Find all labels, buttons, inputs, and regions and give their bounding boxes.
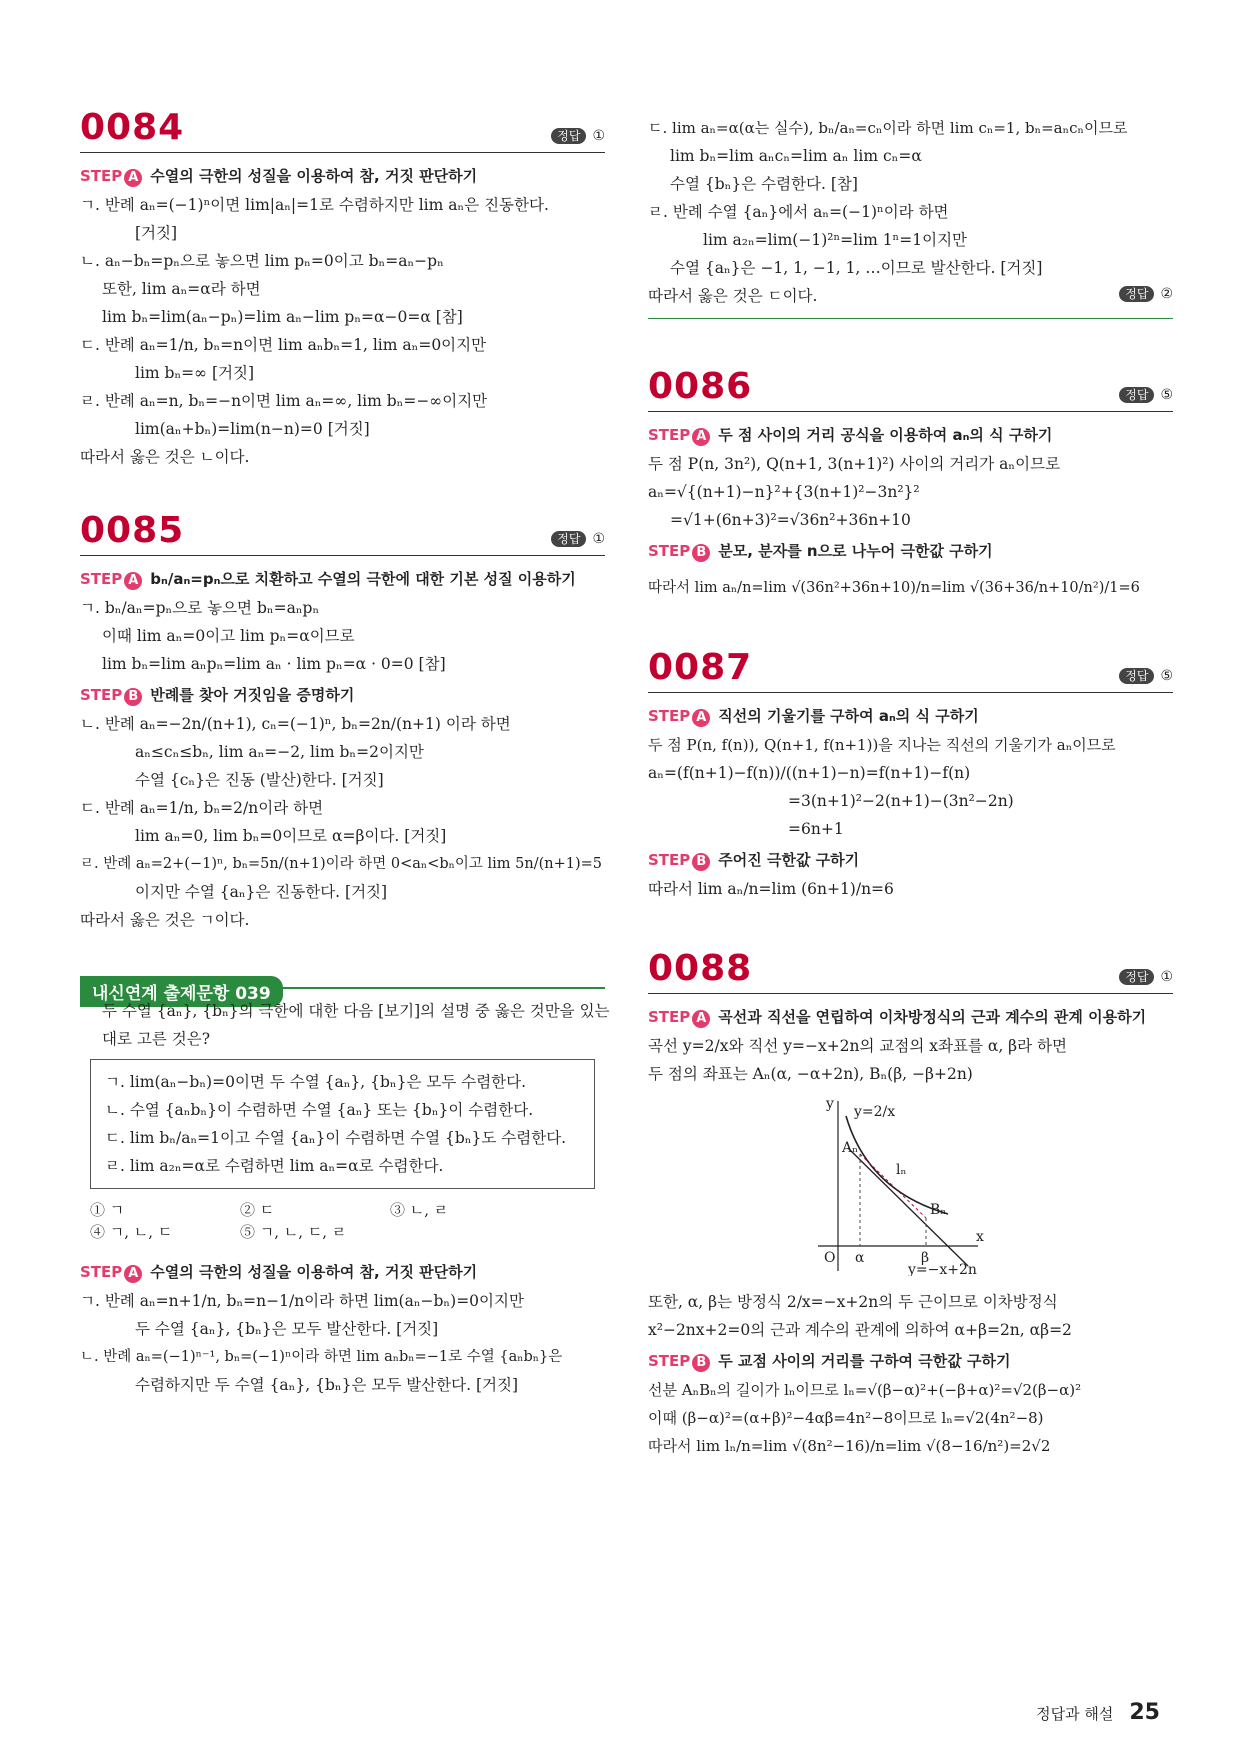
answer-tag: 정답: [1119, 387, 1154, 403]
solution-line: ㄹ. 반례 aₙ=2+(−1)ⁿ, bₙ=5n/(n+1)이라 하면 0<aₙ<bₙ이고 lim 5n/(n+1)=5: [80, 856, 603, 872]
curve-label: y=2/x: [854, 1104, 896, 1120]
example-box: [90, 1059, 595, 1189]
intersection-graph: [808, 1096, 988, 1276]
solution-line: lim bₙ=∞ [거짓]: [135, 364, 255, 382]
step-text: 반례를 찾아 거짓임을 증명하기: [150, 686, 355, 704]
answer-tag: 정답: [551, 128, 586, 144]
answer-badge: [551, 127, 605, 144]
solution-line: ㄴ. 반례 aₙ=−2n/(n+1), cₙ=(−1)ⁿ, bₙ=2n/(n+1) 이라 하면: [80, 715, 511, 733]
origin-label: O: [824, 1250, 836, 1266]
solution-line: lim bₙ=lim(aₙ−pₙ)=lim aₙ−lim pₙ=α−0=α [참]: [102, 308, 463, 326]
solution-line: aₙ≤cₙ≤bₙ, lim aₙ=−2, lim bₙ=2이지만: [135, 743, 424, 761]
segment-l: [860, 1154, 926, 1218]
solution-line: 수열 {cₙ}은 진동 (발산)한다. [거짓]: [135, 771, 384, 789]
footer-label: 정답과 해설: [1036, 1705, 1114, 1723]
step-b-heading: STEP B 반례를 찾아 거짓임을 증명하기: [80, 686, 355, 704]
problem-number: 0085: [80, 510, 185, 551]
answer-badge: [1119, 282, 1173, 306]
choice-2: ② ㄷ: [240, 1201, 275, 1219]
solution-line: ㄷ. 반례 aₙ=1/n, bₙ=n이면 lim aₙbₙ=1, lim aₙ=0이지만: [80, 336, 487, 354]
solution-line: aₙ=(f(n+1)−f(n))/((n+1)−n)=f(n+1)−f(n): [648, 764, 971, 782]
solution-line: lim bₙ=lim aₙcₙ=lim aₙ lim cₙ=α: [670, 147, 922, 165]
line: [848, 1148, 968, 1266]
solution-line: ㄹ. 반례 aₙ=n, bₙ=−n이면 lim aₙ=∞, lim bₙ=−∞이지만: [80, 392, 488, 410]
solution-line: ㄱ. 반례 aₙ=n+1/n, bₙ=n−1/n이라 하면 lim(aₙ−bₙ)=0이지만: [80, 1292, 524, 1310]
solution-line: ㄱ. 반례 aₙ=(−1)ⁿ이면 lim|aₙ|=1로 수렴하지만 lim aₙ은 진동한다.: [80, 196, 549, 214]
choice-1: ① ㄱ: [90, 1201, 125, 1219]
right-column: [648, 112, 1173, 1462]
solution-line: ㄷ. 반례 aₙ=1/n, bₙ=2/n이라 하면: [80, 799, 324, 817]
solution-line: 이지만 수열 {aₙ}은 진동한다. [거짓]: [135, 883, 388, 901]
solution-line: =√1+(6n+3)²=√36n²+36n+10: [670, 511, 911, 529]
answer-badge: [1119, 386, 1173, 403]
solution-line: 선분 AₙBₙ의 길이가 lₙ이므로 lₙ=√(β−α)²+(−β+α)²=√2(β−α)²: [648, 1381, 1082, 1399]
answer-value: ①: [592, 531, 605, 547]
problem-number: 0087: [648, 647, 753, 688]
linked-banner: 내신연계 출제문항 039: [80, 976, 283, 1007]
answer-value: ①: [1160, 969, 1173, 985]
linked-problem: [80, 976, 610, 1397]
step-text: 수열의 극한의 성질을 이용하여 참, 거짓 판단하기: [150, 167, 478, 185]
beta-label: β: [921, 1250, 930, 1266]
step-text: 주어진 극한값 구하기: [718, 851, 860, 869]
solution-line: lim a₂ₙ=lim(−1)²ⁿ=lim 1ⁿ=1이지만: [703, 231, 968, 249]
solution-line: 따라서 lim lₙ/n=lim √(8n²−16)/n=lim √(8−16/n²)=2√2: [648, 1437, 1051, 1455]
step-text: 수열의 극한의 성질을 이용하여 참, 거짓 판단하기: [150, 1263, 478, 1281]
solution-line: [거짓]: [135, 224, 178, 242]
step-text: 곡선과 직선을 연립하여 이차방정식의 근과 계수의 관계 이용하기: [718, 1008, 1147, 1026]
step-a-heading: STEP A 직선의 기울기를 구하여 aₙ의 식 구하기: [648, 707, 979, 725]
answer-value: ⑤: [1160, 387, 1173, 403]
box-item: ㄴ. 수열 {aₙbₙ}이 수렴하면 수열 {aₙ} 또는 {bₙ}이 수렴한다.: [105, 1101, 534, 1119]
solution-line: lim bₙ=lim aₙpₙ=lim aₙ · lim pₙ=α · 0=0 [참]: [102, 655, 446, 673]
solution-line: 곡선 y=2/x와 직선 y=−x+2n의 교점의 x좌표를 α, β라 하면: [648, 1037, 1067, 1055]
section-divider: [648, 318, 1173, 319]
answer-tag: 정답: [1119, 969, 1154, 985]
problem-header-0084: [80, 100, 605, 153]
answer-badge: [1119, 968, 1173, 985]
solution-line: 따라서 lim aₙ/n=lim (6n+1)/n=6: [648, 880, 894, 898]
y-label: y: [826, 1096, 834, 1112]
step-a-heading: STEP A 곡선과 직선을 연립하여 이차방정식의 근과 계수의 관계 이용하기: [648, 1008, 1147, 1026]
solution-line: ㄴ. aₙ−bₙ=pₙ으로 놓으면 lim pₙ=0이고 bₙ=aₙ−pₙ: [80, 252, 444, 270]
problem-number: 0086: [648, 366, 753, 407]
solution-line: =6n+1: [788, 820, 844, 838]
answer-value: ②: [1160, 286, 1173, 302]
alpha-label: α: [855, 1250, 865, 1266]
box-item: ㄱ. lim(aₙ−bₙ)=0이면 두 수열 {aₙ}, {bₙ}은 모두 수렴한다.: [105, 1073, 527, 1091]
answer-badge: [551, 530, 605, 547]
banner-rule: [270, 987, 605, 989]
step-a-heading: STEP A bₙ/aₙ=pₙ으로 치환하고 수열의 극한에 대한 기본 성질 이용하기: [80, 570, 576, 588]
answer-tag: 정답: [551, 531, 586, 547]
step-a-heading: STEP A 수열의 극한의 성질을 이용하여 참, 거짓 판단하기: [80, 1263, 478, 1281]
step-text: bₙ/aₙ=pₙ으로 치환하고 수열의 극한에 대한 기본 성질 이용하기: [150, 570, 576, 588]
solution-line: 수렴하지만 두 수열 {aₙ}, {bₙ}은 모두 발산한다. [거짓]: [135, 1376, 518, 1394]
step-text: 두 점 사이의 거리 공식을 이용하여 aₙ의 식 구하기: [718, 426, 1053, 444]
step-text: 직선의 기울기를 구하여 aₙ의 식 구하기: [718, 707, 979, 725]
solution-line: aₙ=√{(n+1)−n}²+{3(n+1)²−3n²}²: [648, 483, 920, 501]
solution-line: lim aₙ=0, lim bₙ=0이므로 α=β이다. [거짓]: [135, 827, 447, 845]
choice-5: ⑤ ㄱ, ㄴ, ㄷ, ㄹ: [240, 1223, 347, 1241]
solution-line: 두 점의 좌표는 Aₙ(α, −α+2n), Bₙ(β, −β+2n): [648, 1065, 973, 1083]
choice-4: ④ ㄱ, ㄴ, ㄷ: [90, 1223, 173, 1241]
box-item: ㄹ. lim a₂ₙ=α로 수렴하면 lim aₙ=α로 수렴한다.: [105, 1157, 444, 1175]
solution-line: 이때 (β−α)²=(α+β)²−4αβ=4n²−8이므로 lₙ=√2(4n²−8): [648, 1409, 1044, 1427]
question-line: 두 수열 {aₙ}, {bₙ}의 극한에 대한 다음 [보기]의 설명 중 옳은 것만을 있는: [102, 1002, 610, 1020]
problem-header-0086: [648, 359, 1173, 412]
x-label: x: [976, 1229, 984, 1245]
answer-value: ⑤: [1160, 668, 1173, 684]
answer-tag: 정답: [1119, 286, 1154, 302]
step-text: 두 교점 사이의 거리를 구하여 극한값 구하기: [718, 1352, 1011, 1370]
segment-label: lₙ: [896, 1162, 907, 1178]
solution-line: 수열 {aₙ}은 −1, 1, −1, 1, …이므로 발산한다. [거짓]: [670, 259, 1043, 277]
solution-line: 두 수열 {aₙ}, {bₙ}은 모두 발산한다. [거짓]: [135, 1320, 439, 1338]
solution-line: 따라서 lim aₙ/n=lim √(36n²+36n+10)/n=lim √(36+36/n+10/n²)/1=6: [648, 580, 1140, 596]
solution-line: ㄱ. bₙ/aₙ=pₙ으로 놓으면 bₙ=aₙpₙ: [80, 599, 320, 617]
step-a-heading: STEP A 두 점 사이의 거리 공식을 이용하여 aₙ의 식 구하기: [648, 426, 1053, 444]
problem-header-0088: [648, 941, 1173, 994]
conclusion-line: [648, 284, 1173, 308]
conclusion-line: 따라서 옳은 것은 ㄱ이다.: [80, 911, 250, 929]
solution-line: ㄷ. lim aₙ=α(α는 실수), bₙ/aₙ=cₙ이라 하면 lim cₙ=1, bₙ=aₙcₙ이므로: [648, 119, 1128, 137]
question-line: 대로 고른 것은?: [102, 1030, 211, 1048]
answer-choices: [90, 1199, 595, 1243]
conclusion-line: 따라서 옳은 것은 ㄴ이다.: [80, 448, 250, 466]
answer-value: ①: [592, 128, 605, 144]
solution-line: ㄴ. 반례 aₙ=(−1)ⁿ⁻¹, bₙ=(−1)ⁿ이라 하면 lim aₙbₙ=−1로 수열 {aₙbₙ}은: [80, 1349, 563, 1365]
left-column: [80, 100, 610, 1401]
answer-tag: 정답: [1119, 668, 1154, 684]
step-b-heading: STEP B 두 교점 사이의 거리를 구하여 극한값 구하기: [648, 1352, 1011, 1370]
box-item: ㄷ. lim bₙ/aₙ=1이고 수열 {aₙ}이 수렴하면 수열 {bₙ}도 수렴한다.: [105, 1129, 567, 1147]
solution-line: 두 점 P(n, 3n²), Q(n+1, 3(n+1)²) 사이의 거리가 aₙ이므로: [648, 455, 1061, 473]
solution-line: 두 점 P(n, f(n)), Q(n+1, f(n+1))을 지나는 직선의 기울기가 aₙ이므로: [648, 736, 1116, 754]
solution-line: x²−2nx+2=0의 근과 계수의 관계에 의하여 α+β=2n, αβ=2: [648, 1321, 1072, 1339]
answer-badge: [1119, 667, 1173, 684]
step-text: 분모, 분자를 n으로 나누어 극한값 구하기: [718, 542, 993, 560]
problem-number: 0084: [80, 107, 185, 148]
point-a-label: Aₙ: [842, 1140, 859, 1156]
choice-3: ③ ㄴ, ㄹ: [390, 1201, 449, 1219]
solution-line: =3(n+1)²−2(n+1)−(3n²−2n): [788, 792, 1014, 810]
line-label: y=−x+2n: [908, 1262, 977, 1276]
solution-line: 또한, lim aₙ=α라 하면: [102, 280, 261, 298]
step-a-heading: STEP A 수열의 극한의 성질을 이용하여 참, 거짓 판단하기: [80, 167, 478, 185]
step-b-heading: STEP B 주어진 극한값 구하기: [648, 851, 860, 869]
problem-header-0087: [648, 640, 1173, 693]
solution-line: 또한, α, β는 방정식 2/x=−x+2n의 두 근이므로 이차방정식: [648, 1293, 1058, 1311]
solution-line: ㄹ. 반례 수열 {aₙ}에서 aₙ=(−1)ⁿ이라 하면: [648, 203, 949, 221]
point-b-label: Bₙ: [930, 1202, 947, 1218]
page-footer: [1036, 1700, 1160, 1725]
solution-line: lim(aₙ+bₙ)=lim(n−n)=0 [거짓]: [135, 420, 370, 438]
solution-line: 이때 lim aₙ=0이고 lim pₙ=α이므로: [102, 627, 355, 645]
conclusion-text: 따라서 옳은 것은 ㄷ이다.: [648, 287, 818, 305]
problem-number: 0088: [648, 948, 753, 989]
page-number: 25: [1129, 1700, 1160, 1725]
problem-header-0085: [80, 503, 605, 556]
solution-line: 수열 {bₙ}은 수렴한다. [참]: [670, 175, 858, 193]
step-b-heading: STEP B 분모, 분자를 n으로 나누어 극한값 구하기: [648, 542, 993, 560]
